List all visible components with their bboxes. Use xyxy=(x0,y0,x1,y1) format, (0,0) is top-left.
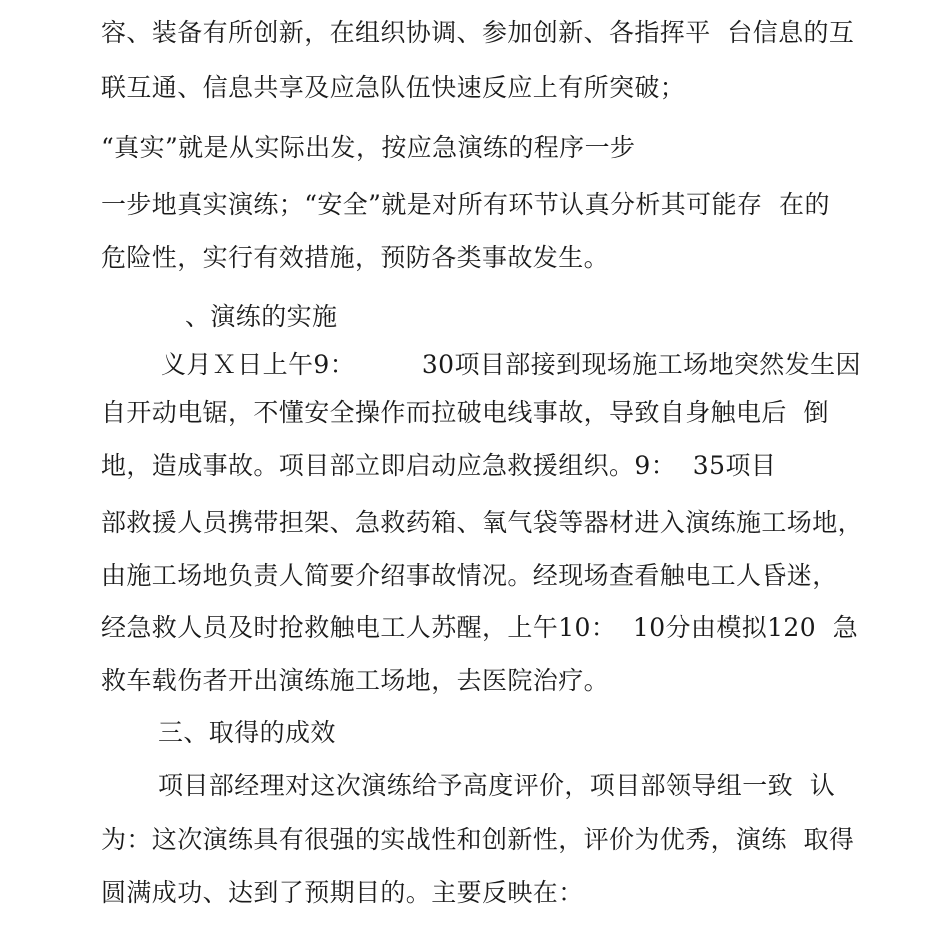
section-heading-implementation: 、演练的实施 xyxy=(185,302,338,331)
body-line-11: 由施工场地负责人简要介绍事故情况。经现场查看触电工人昏迷， xyxy=(101,561,838,590)
body-line-17: 圆满成功、达到了预期目的。主要反映在： xyxy=(101,878,584,907)
body-line-15: 项目部经理对这次演练给予高度评价，项目部领导组一致 认 xyxy=(158,771,836,800)
body-line-16: 为：这次演练具有很强的实战性和创新性，评价为优秀，演练 取得 xyxy=(101,825,855,854)
body-line-3: “真实”就是从实际出发，按应急演练的程序一步 xyxy=(101,133,636,162)
body-line-12: 经急救人员及时抢救触电工人苏醒，上午10： 10分由模拟120 急 xyxy=(101,613,859,642)
body-line-4: 一步地真实演练；“安全”就是对所有环节认真分析其可能存 在的 xyxy=(101,190,830,219)
body-line-13: 救车载伤者开出演练施工场地，去医院治疗。 xyxy=(101,666,610,695)
body-line-10: 部救援人员携带担架、急救药箱、氧气袋等器材进入演练施工场地， xyxy=(101,508,864,537)
body-line-7: 义月Ｘ日上午9： 30项目部接到现场施工场地突然发生因 xyxy=(161,350,861,379)
body-line-5: 危险性，实行有效措施，预防各类事故发生。 xyxy=(101,243,610,272)
section-heading-results: 三、取得的成效 xyxy=(158,718,336,747)
body-line-9: 地，造成事故。项目部立即启动应急救援组织。9： 35项目 xyxy=(101,451,777,480)
body-line-2: 联互通、信息共享及应急队伍快速反应上有所突破； xyxy=(101,73,686,102)
body-line-1: 容、装备有所创新，在组织协调、参加创新、各指挥平 台信息的互 xyxy=(101,18,855,47)
body-line-8: 自开动电锯，不懂安全操作而拉破电线事故，导致自身触电后 倒 xyxy=(101,398,829,427)
